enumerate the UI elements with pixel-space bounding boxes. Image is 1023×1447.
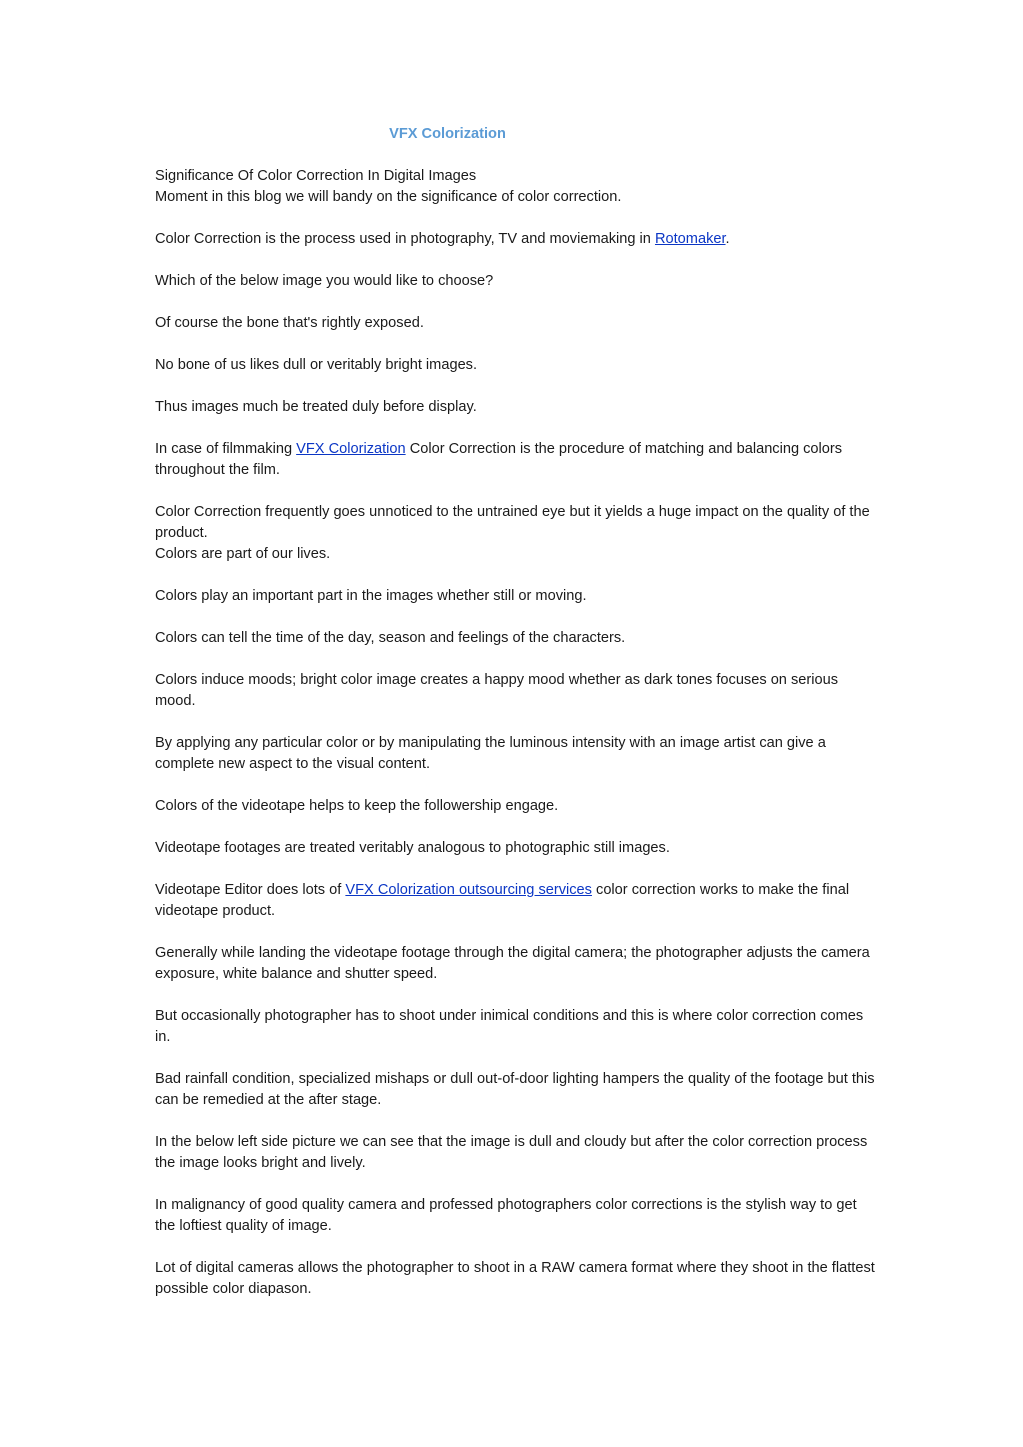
paragraph-colors-moods: Colors induce moods; bright color image creates a happy mood whether as dark tones focuses on serious mood. bbox=[155, 672, 839, 709]
paragraph-text: Color Correction is the procedure of matching and balancing colors throughout the film. bbox=[155, 441, 843, 478]
paragraph-color-correction bbox=[155, 229, 875, 250]
paragraph-text: color correction works to make the final videotape product. bbox=[155, 882, 850, 919]
paragraph-applying-color: By applying any particular color or by manipulating the luminous intensity with an image artist can give a complete new aspect to the visual content. bbox=[155, 735, 826, 772]
paragraph-exposed: Of course the bone that's rightly exposed. bbox=[155, 315, 424, 331]
paragraph-treated: Thus images much be treated duly before display. bbox=[155, 399, 477, 415]
paragraph-colors-lives: Colors are part of our lives. bbox=[155, 546, 331, 562]
paragraph-footages: Videotape footages are treated veritably analogous to photographic still images. bbox=[155, 840, 670, 856]
paragraph-raw-format: Lot of digital cameras allows the photographer to shoot in a RAW camera format where they shoot in the flattest possible color diapason. bbox=[155, 1260, 875, 1297]
paragraph-text: Color Correction is the process used in photography, TV and moviemaking in bbox=[155, 231, 655, 247]
paragraph-rainfall: Bad rainfall condition, specialized mishaps or dull out-of-door lighting hampers the quality of the footage but this can be remedied at the after stage. bbox=[155, 1071, 875, 1108]
paragraph-unnoticed: Color Correction frequently goes unnoticed to the untrained eye but it yields a huge impact on the quality of the product. bbox=[155, 504, 870, 541]
paragraph-text: . bbox=[725, 231, 730, 247]
paragraph-filmmaking bbox=[155, 439, 875, 481]
paragraph-dull-bright: No bone of us likes dull or veritably bright images. bbox=[155, 357, 478, 373]
paragraph-text: In case of filmmaking bbox=[155, 441, 297, 457]
rotomaker-link[interactable]: Rotomaker bbox=[654, 231, 726, 247]
document-title: VFX Colorization bbox=[389, 126, 506, 142]
paragraph-colors-play: Colors play an important part in the images whether still or moving. bbox=[155, 588, 587, 604]
section-heading: Significance Of Color Correction In Digital Images bbox=[155, 168, 477, 184]
paragraph-camera-adjusts: Generally while landing the videotape footage through the digital camera; the photographer adjusts the camera exposure, white balance and shutter speed. bbox=[155, 945, 870, 982]
intro-paragraph: Moment in this blog we will bandy on the significance of color correction. bbox=[155, 189, 622, 205]
paragraph-which-image: Which of the below image you would like to choose? bbox=[155, 273, 494, 289]
paragraph-inimical: But occasionally photographer has to shoot under inimical conditions and this is where color correction comes in. bbox=[155, 1008, 864, 1045]
paragraph-text: Videotape Editor does lots of bbox=[155, 882, 346, 898]
document-page bbox=[155, 124, 875, 1321]
vfx-colorization-link[interactable]: VFX Colorization bbox=[296, 441, 406, 457]
paragraph-editor bbox=[155, 880, 875, 922]
vfx-outsourcing-link[interactable]: VFX Colorization outsourcing services bbox=[345, 882, 592, 898]
paragraph-malignancy: In malignancy of good quality camera and professed photographers color corrections is the stylish way to get the loftiest quality of image. bbox=[155, 1197, 857, 1234]
paragraph-left-picture: In the below left side picture we can see that the image is dull and cloudy but after the color correction process the image looks bright and lively. bbox=[155, 1134, 868, 1171]
paragraph-colors-tell: Colors can tell the time of the day, season and feelings of the characters. bbox=[155, 630, 626, 646]
paragraph-followership: Colors of the videotape helps to keep the followership engage. bbox=[155, 798, 559, 814]
